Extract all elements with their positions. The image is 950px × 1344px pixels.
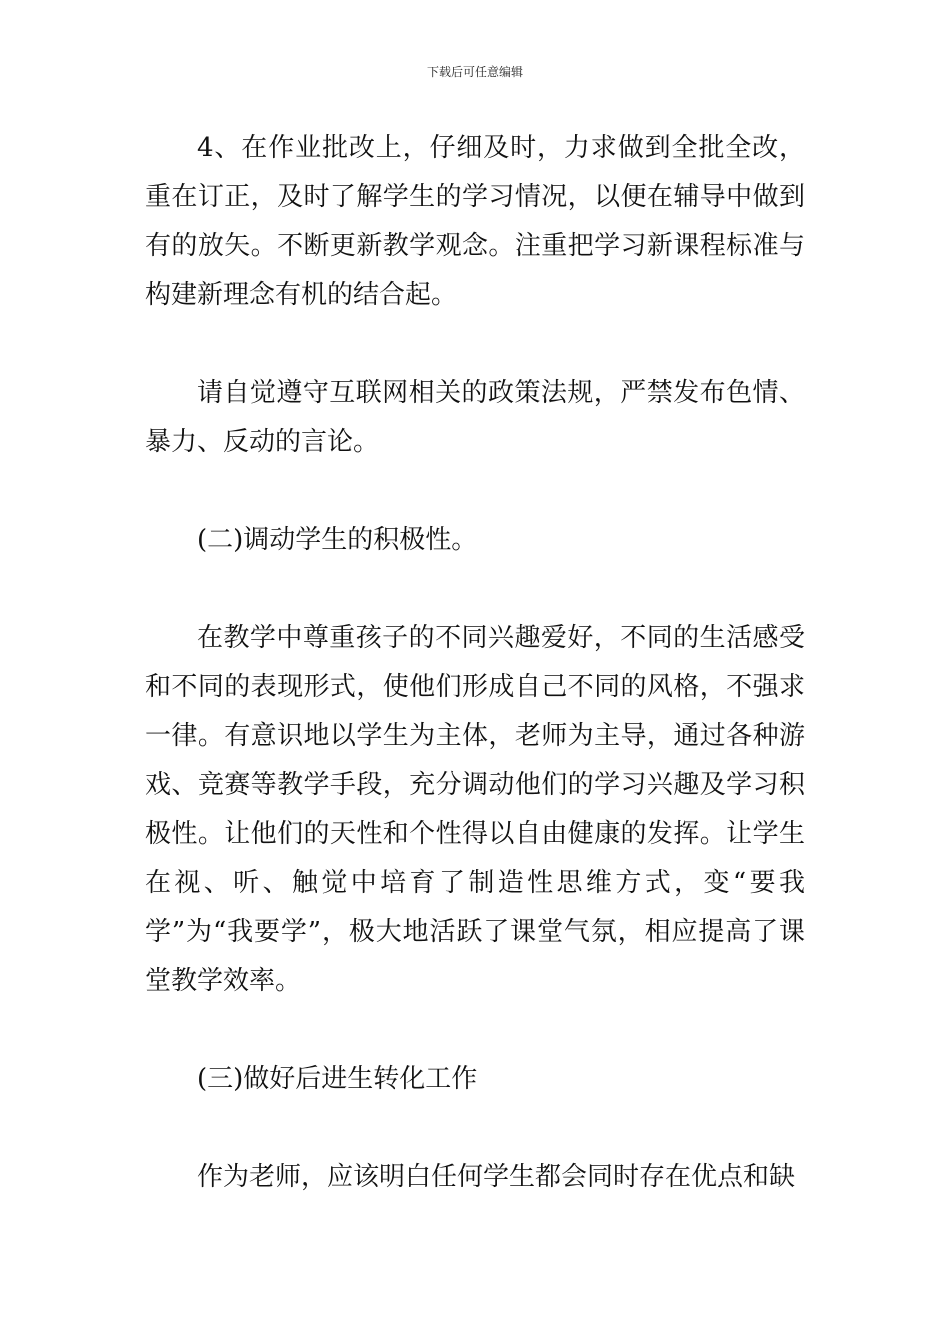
- paragraph-gap: [145, 467, 805, 516]
- document-body: [145, 124, 805, 1202]
- paragraph-notice: 请自觉遵守互联网相关的政策法规，严禁发布色情、暴力、反动的言论。: [145, 378, 805, 457]
- paragraph-gap: [145, 320, 805, 369]
- paragraph-teacher: 作为老师，应该明白任何学生都会同时存在优点和缺: [197, 1162, 796, 1192]
- paragraph-gap: [145, 565, 805, 614]
- header-note: 下载后可任意编辑: [426, 65, 523, 79]
- paragraph-motivation: 在教学中尊重孩子的不同兴趣爱好，不同的生活感受和不同的表现形式，使他们形成自己不同的风格，不强求一律。有意识地以学生为主体，老师为主导，通过各种游戏、竞赛等教学手段，充分调动他们的学习兴趣及学习积极性。让他们的天性和个性得以自由健康的发挥。让学生在视、听、触觉中培育了制造性思维方式，变“要我学”为“我要学”，极大地活跃了课堂气氛，相应提高了课堂教学效率。: [145, 623, 805, 996]
- paragraph-gap: [145, 1006, 805, 1055]
- section-heading-two: (二)调动学生的积极性。: [197, 525, 478, 555]
- section-heading-three: (三)做好后进生转化工作: [197, 1064, 478, 1094]
- paragraph-gap: [145, 1104, 805, 1153]
- paragraph-homework: 4、在作业批改上，仔细及时，力求做到全批全改，重在订正，及时了解学生的学习情况，以便在辅导中做到有的放矢。不断更新教学观念。注重把学习新课程标准与构建新理念有机的结合起。: [145, 133, 805, 310]
